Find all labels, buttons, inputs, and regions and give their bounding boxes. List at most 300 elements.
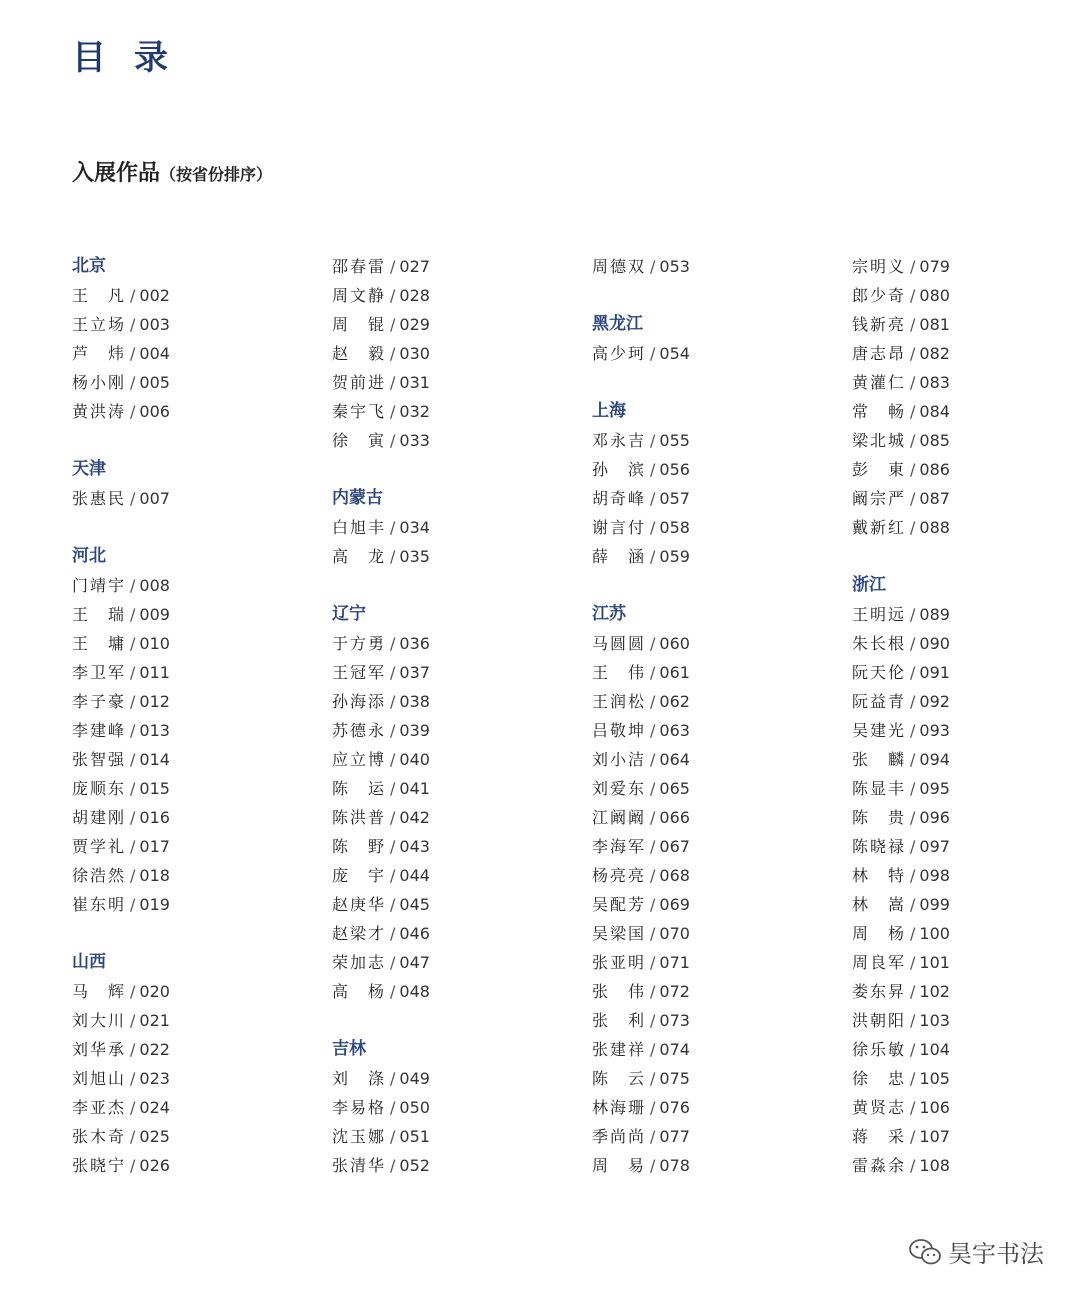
page-number: 020	[139, 982, 170, 1001]
artist-name: 王伟	[592, 663, 644, 682]
toc-entry	[72, 1006, 272, 1035]
toc-entry	[592, 658, 792, 687]
toc-entry	[332, 977, 532, 1006]
page-number: 092	[919, 692, 950, 711]
separator: /	[910, 750, 916, 769]
page-number: 023	[139, 1069, 170, 1088]
separator: /	[910, 953, 916, 972]
toc-entry	[592, 1006, 792, 1035]
toc-entry	[72, 281, 272, 310]
separator: /	[910, 605, 916, 624]
separator: /	[130, 982, 136, 1001]
toc-entry	[72, 658, 272, 687]
separator: /	[910, 692, 916, 711]
separator: /	[130, 373, 136, 392]
artist-name: 王润松	[592, 692, 644, 711]
toc-entry	[852, 774, 1052, 803]
toc-entry	[592, 890, 792, 919]
page-number: 006	[139, 402, 170, 421]
separator: /	[130, 286, 136, 305]
toc-entry	[852, 281, 1052, 310]
toc-entry	[332, 513, 532, 542]
separator: /	[390, 808, 396, 827]
toc-entry	[332, 919, 532, 948]
page-number: 089	[919, 605, 950, 624]
artist-name: 杨小刚	[72, 373, 124, 392]
page-number: 095	[919, 779, 950, 798]
artist-name: 于方勇	[332, 634, 384, 653]
page-number: 052	[399, 1156, 430, 1175]
artist-name: 李卫军	[72, 663, 124, 682]
artist-name: 苏德永	[332, 721, 384, 740]
separator: /	[910, 1156, 916, 1175]
toc-entry	[332, 397, 532, 426]
artist-name: 郎少奇	[852, 286, 904, 305]
artist-name: 阚宗严	[852, 489, 904, 508]
toc-entry	[332, 658, 532, 687]
artist-name: 马辉	[72, 982, 124, 1001]
artist-name: 庞宇	[332, 866, 384, 885]
page-number: 039	[399, 721, 430, 740]
page-number: 038	[399, 692, 430, 711]
page-number: 069	[659, 895, 690, 914]
separator: /	[650, 663, 656, 682]
artist-name: 张利	[592, 1011, 644, 1030]
separator: /	[910, 315, 916, 334]
page-number: 065	[659, 779, 690, 798]
separator: /	[650, 257, 656, 276]
toc-entry	[592, 1064, 792, 1093]
page-number: 033	[399, 431, 430, 450]
toc-entry	[852, 687, 1052, 716]
toc-entry	[852, 1151, 1052, 1180]
toc-entry	[592, 1035, 792, 1064]
page-number: 014	[139, 750, 170, 769]
section-title	[72, 156, 272, 187]
artist-name: 阮天伦	[852, 663, 904, 682]
province-heading: 天津	[72, 459, 106, 479]
page-number: 075	[659, 1069, 690, 1088]
province-heading: 辽宁	[332, 604, 366, 624]
artist-name: 刘华承	[72, 1040, 124, 1059]
page-number: 058	[659, 518, 690, 537]
spacer	[592, 281, 792, 310]
page-number: 053	[659, 257, 690, 276]
artist-name: 周良军	[852, 953, 904, 972]
toc-column-3	[592, 252, 792, 1180]
spacer	[592, 571, 792, 600]
artist-name: 高杨	[332, 982, 384, 1001]
separator: /	[130, 895, 136, 914]
page-number: 035	[399, 547, 430, 566]
toc-entry	[72, 861, 272, 890]
artist-name: 胡奇峰	[592, 489, 644, 508]
artist-name: 刘涤	[332, 1069, 384, 1088]
artist-name: 陈野	[332, 837, 384, 856]
separator: /	[910, 431, 916, 450]
spacer	[72, 513, 272, 542]
page-number: 013	[139, 721, 170, 740]
artist-name: 李亚杰	[72, 1098, 124, 1117]
separator: /	[390, 518, 396, 537]
artist-name: 徐忠	[852, 1069, 904, 1088]
separator: /	[650, 431, 656, 450]
toc-entry	[72, 1035, 272, 1064]
artist-name: 贾学礼	[72, 837, 124, 856]
page-number: 099	[919, 895, 950, 914]
page-number: 041	[399, 779, 430, 798]
artist-name: 张晓宁	[72, 1156, 124, 1175]
separator: /	[390, 895, 396, 914]
toc-entry	[852, 1064, 1052, 1093]
toc-entry	[332, 542, 532, 571]
page-number: 097	[919, 837, 950, 856]
artist-name: 邓永吉	[592, 431, 644, 450]
artist-name: 谢言付	[592, 518, 644, 537]
toc-entry	[852, 1006, 1052, 1035]
watermark-text: 昊宇书法	[948, 1240, 1044, 1268]
spacer	[332, 1006, 532, 1035]
artist-name: 王墉	[72, 634, 124, 653]
toc-entry	[72, 745, 272, 774]
artist-name: 孙滨	[592, 460, 644, 479]
page-number: 010	[139, 634, 170, 653]
separator: /	[650, 489, 656, 508]
page-title: 目录	[72, 38, 196, 78]
page-number: 067	[659, 837, 690, 856]
artist-name: 应立博	[332, 750, 384, 769]
page-number: 091	[919, 663, 950, 682]
artist-name: 王立场	[72, 315, 124, 334]
toc-entry	[852, 484, 1052, 513]
page-number: 044	[399, 866, 430, 885]
separator: /	[910, 721, 916, 740]
artist-name: 李子豪	[72, 692, 124, 711]
toc-entry	[592, 1151, 792, 1180]
separator: /	[390, 402, 396, 421]
separator: /	[390, 663, 396, 682]
toc-entry	[72, 774, 272, 803]
separator: /	[650, 837, 656, 856]
page-number: 101	[919, 953, 950, 972]
separator: /	[390, 779, 396, 798]
page-number: 022	[139, 1040, 170, 1059]
province-heading: 上海	[592, 401, 626, 421]
separator: /	[130, 315, 136, 334]
artist-name: 张智强	[72, 750, 124, 769]
wechat-icon	[908, 1238, 942, 1266]
toc-entry	[852, 1035, 1052, 1064]
toc-entry	[592, 716, 792, 745]
toc-entry	[852, 861, 1052, 890]
page-number: 043	[399, 837, 430, 856]
artist-name: 彭東	[852, 460, 904, 479]
separator: /	[650, 866, 656, 885]
page-number: 100	[919, 924, 950, 943]
toc-entry	[72, 890, 272, 919]
page-number: 009	[139, 605, 170, 624]
toc-entry	[72, 977, 272, 1006]
artist-name: 荣加志	[332, 953, 384, 972]
artist-name: 江阚阚	[592, 808, 644, 827]
toc-entry	[592, 542, 792, 571]
artist-name: 徐浩然	[72, 866, 124, 885]
page-number: 029	[399, 315, 430, 334]
separator: /	[130, 634, 136, 653]
page-number: 045	[399, 895, 430, 914]
toc-entry	[332, 803, 532, 832]
toc-entry	[72, 687, 272, 716]
toc-entry	[592, 629, 792, 658]
page-number: 030	[399, 344, 430, 363]
artist-name: 林海珊	[592, 1098, 644, 1117]
province-heading: 河北	[72, 546, 106, 566]
spacer	[592, 368, 792, 397]
toc-entry	[852, 890, 1052, 919]
spacer	[852, 542, 1052, 571]
separator: /	[130, 1040, 136, 1059]
separator: /	[130, 837, 136, 856]
toc-entry	[852, 1093, 1052, 1122]
separator: /	[390, 750, 396, 769]
page-number: 085	[919, 431, 950, 450]
artist-name: 徐寅	[332, 431, 384, 450]
page-number: 082	[919, 344, 950, 363]
spacer	[332, 455, 532, 484]
toc-entry	[72, 1122, 272, 1151]
separator: /	[390, 924, 396, 943]
page-number: 074	[659, 1040, 690, 1059]
page-number: 083	[919, 373, 950, 392]
spacer	[72, 426, 272, 455]
page-number: 032	[399, 402, 430, 421]
toc-entry	[852, 1122, 1052, 1151]
separator: /	[390, 982, 396, 1001]
toc-entry	[592, 252, 792, 281]
page-number: 102	[919, 982, 950, 1001]
toc-entry	[592, 977, 792, 1006]
artist-name: 王凡	[72, 286, 124, 305]
artist-name: 徐乐敏	[852, 1040, 904, 1059]
page-number: 027	[399, 257, 430, 276]
page-number: 064	[659, 750, 690, 769]
page-number: 068	[659, 866, 690, 885]
page-number: 040	[399, 750, 430, 769]
toc-entry	[332, 687, 532, 716]
page-number: 050	[399, 1098, 430, 1117]
page-number: 037	[399, 663, 430, 682]
toc-entry	[852, 832, 1052, 861]
separator: /	[390, 1127, 396, 1146]
separator: /	[130, 721, 136, 740]
toc-entry	[332, 745, 532, 774]
artist-name: 沈玉娜	[332, 1127, 384, 1146]
separator: /	[650, 1127, 656, 1146]
artist-name: 王瑞	[72, 605, 124, 624]
separator: /	[390, 373, 396, 392]
page-number: 059	[659, 547, 690, 566]
separator: /	[390, 315, 396, 334]
page-number: 011	[139, 663, 170, 682]
separator: /	[910, 489, 916, 508]
page-number: 104	[919, 1040, 950, 1059]
artist-name: 朱长根	[852, 634, 904, 653]
toc-entry	[852, 745, 1052, 774]
page-number: 080	[919, 286, 950, 305]
artist-name: 季尚尚	[592, 1127, 644, 1146]
artist-name: 吴梁国	[592, 924, 644, 943]
artist-name: 吕敬坤	[592, 721, 644, 740]
toc-entry	[852, 948, 1052, 977]
province-heading: 吉林	[332, 1039, 366, 1059]
separator: /	[390, 634, 396, 653]
toc-entry	[852, 716, 1052, 745]
toc-entry	[592, 832, 792, 861]
separator: /	[910, 982, 916, 1001]
artist-name: 吴建光	[852, 721, 904, 740]
artist-name: 周锟	[332, 315, 384, 334]
separator: /	[910, 1127, 916, 1146]
separator: /	[130, 344, 136, 363]
toc-entry	[72, 1093, 272, 1122]
page-number: 024	[139, 1098, 170, 1117]
province-heading: 黑龙江	[592, 314, 643, 334]
artist-name: 阮益青	[852, 692, 904, 711]
separator: /	[650, 982, 656, 1001]
separator: /	[910, 518, 916, 537]
toc-entry	[72, 484, 272, 513]
toc-entry	[332, 832, 532, 861]
separator: /	[910, 402, 916, 421]
separator: /	[650, 1011, 656, 1030]
toc-entry	[592, 919, 792, 948]
toc-column-4	[852, 252, 1052, 1180]
artist-name: 周德双	[592, 257, 644, 276]
separator: /	[130, 750, 136, 769]
page-number: 049	[399, 1069, 430, 1088]
toc-entry	[332, 252, 532, 281]
page-number: 054	[659, 344, 690, 363]
toc-entry	[592, 948, 792, 977]
artist-name: 陈贵	[852, 808, 904, 827]
separator: /	[130, 808, 136, 827]
artist-name: 陈晓禄	[852, 837, 904, 856]
page-number: 086	[919, 460, 950, 479]
toc-entry	[72, 716, 272, 745]
page-number: 078	[659, 1156, 690, 1175]
artist-name: 张清华	[332, 1156, 384, 1175]
page-number: 079	[919, 257, 950, 276]
page-number: 066	[659, 808, 690, 827]
toc-entry	[592, 687, 792, 716]
artist-name: 雷淼余	[852, 1156, 904, 1175]
artist-name: 张麟	[852, 750, 904, 769]
separator: /	[130, 779, 136, 798]
artist-name: 邵春雷	[332, 257, 384, 276]
toc-entry	[332, 368, 532, 397]
artist-name: 李易格	[332, 1098, 384, 1117]
page-number: 051	[399, 1127, 430, 1146]
toc-entry	[852, 658, 1052, 687]
artist-name: 薛涵	[592, 547, 644, 566]
page-number: 077	[659, 1127, 690, 1146]
artist-name: 赵毅	[332, 344, 384, 363]
toc-entry	[852, 629, 1052, 658]
toc-entry	[72, 571, 272, 600]
separator: /	[390, 1098, 396, 1117]
artist-name: 王冠军	[332, 663, 384, 682]
separator: /	[650, 808, 656, 827]
separator: /	[910, 373, 916, 392]
page-number: 047	[399, 953, 430, 972]
page-number: 098	[919, 866, 950, 885]
separator: /	[390, 431, 396, 450]
separator: /	[910, 257, 916, 276]
page-number: 073	[659, 1011, 690, 1030]
page-number: 105	[919, 1069, 950, 1088]
artist-name: 林嵩	[852, 895, 904, 914]
page-number: 088	[919, 518, 950, 537]
separator: /	[650, 779, 656, 798]
toc-entry	[592, 484, 792, 513]
toc-entry	[72, 1064, 272, 1093]
toc-entry	[852, 803, 1052, 832]
toc-entry	[332, 774, 532, 803]
page-number: 060	[659, 634, 690, 653]
artist-name: 赵梁才	[332, 924, 384, 943]
province-heading: 江苏	[592, 604, 626, 624]
separator: /	[910, 663, 916, 682]
artist-name: 张建祥	[592, 1040, 644, 1059]
toc-entry	[72, 1151, 272, 1180]
artist-name: 庞顺东	[72, 779, 124, 798]
artist-name: 陈洪普	[332, 808, 384, 827]
page-number: 096	[919, 808, 950, 827]
separator: /	[130, 1011, 136, 1030]
toc-entry	[332, 339, 532, 368]
page-number: 005	[139, 373, 170, 392]
page-number: 076	[659, 1098, 690, 1117]
page-number: 017	[139, 837, 170, 856]
toc-entry	[852, 426, 1052, 455]
page-number: 087	[919, 489, 950, 508]
section-title-main: 入展作品	[72, 161, 161, 186]
artist-name: 蒋采	[852, 1127, 904, 1146]
toc-entry	[592, 1093, 792, 1122]
separator: /	[130, 663, 136, 682]
separator: /	[130, 576, 136, 595]
separator: /	[130, 605, 136, 624]
artist-name: 马圆圆	[592, 634, 644, 653]
toc-entry	[592, 455, 792, 484]
separator: /	[390, 344, 396, 363]
toc-entry	[332, 426, 532, 455]
separator: /	[390, 953, 396, 972]
toc-entry	[592, 426, 792, 455]
page-number: 002	[139, 286, 170, 305]
toc-entry	[852, 977, 1052, 1006]
artist-name: 赵庚华	[332, 895, 384, 914]
page-number: 056	[659, 460, 690, 479]
toc-entry	[592, 861, 792, 890]
page-number: 034	[399, 518, 430, 537]
page-number: 012	[139, 692, 170, 711]
toc-entry	[852, 252, 1052, 281]
separator: /	[910, 460, 916, 479]
artist-name: 芦炜	[72, 344, 124, 363]
toc-entry	[852, 368, 1052, 397]
separator: /	[390, 1069, 396, 1088]
